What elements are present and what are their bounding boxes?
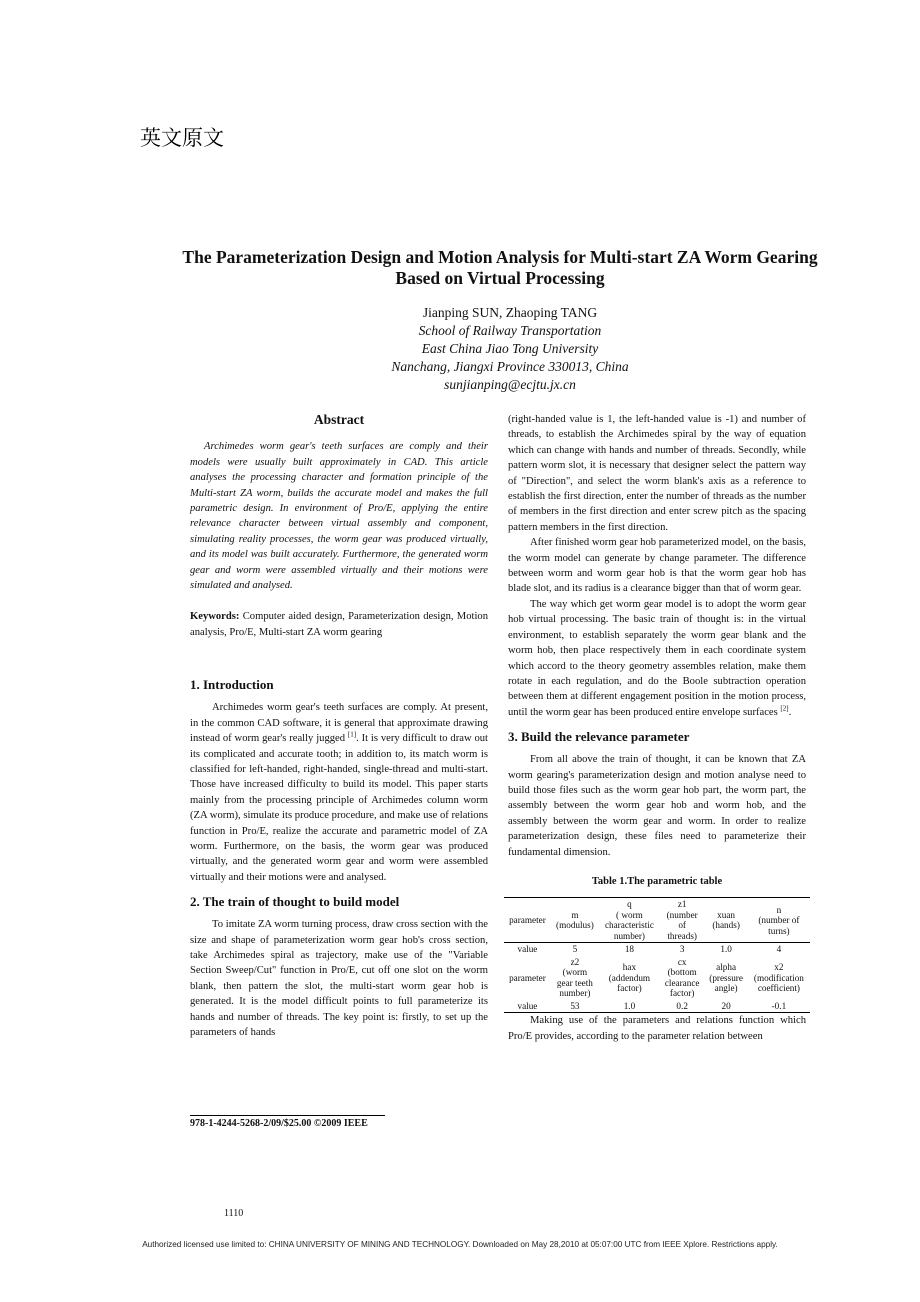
section-header: 英文原文 [140,126,224,150]
keywords-text: Computer aided design, Parameterization design, Motion analysis, Pro/E, Multi-start ZA worm gearing [190,611,488,638]
table-cell: 5 [572,944,578,955]
right-column [508,412,806,1044]
title-line-2: Based on Virtual Processing [395,268,605,288]
keywords [190,609,488,640]
table-cell: 18 [624,944,635,955]
affiliation-address: Nanchang, Jiangxi Province 330013, China [391,359,629,374]
train-paragraph-3 [508,597,806,720]
train-paragraph-1-cont: (right-handed value is 1, the left-handed value is -1) and number of threads, to establish the Archimedes spiral by the way of equation which can change with hands and number of threads. Secondly, while pattern worm slot, it is necessary that designer select the pattern way of "Direction", and select the worm blank's axis as a reference to establish the first direction, enter the number of threads as the number of members in the first direction and enter screw pitch as the spacing pattern members in the first direction. [508,414,806,533]
table-row [504,956,810,1000]
table-row [504,943,810,956]
table-cell: 53 [551,1000,599,1013]
author-email: sunjianping@ecjtu.jx.cn [444,377,576,392]
paper-title [170,247,830,289]
table-cell: q ( worm characteristic number) [599,898,660,943]
table-cell: parameter [509,972,546,983]
train-paragraph-2: After finished worm gear hob parameterized model, on the basis, the worm model can generate by change parameter. The difference between worm and worm gear hob is that the worm gear hob has blade slot, and its radius is a clearance bigger than that of worm gear. [508,537,806,595]
table-caption: Table 1.The parametric table [591,875,723,887]
train-heading: 2. The train of thought to build model [190,894,400,910]
abstract-heading: Abstract [313,412,365,427]
title-line-1: The Parameterization Design and Motion Analysis for Multi-start ZA Worm Gearing [182,247,818,267]
table-cell: 1.0 [720,944,732,955]
table-cell: n (number of turns) [748,898,810,943]
table-row [504,1000,810,1013]
train-paragraph-1: To imitate ZA worm turning process, draw cross section with the size and shape of parameterization worm gear hob's cross section, take Archimedes spiral as trajectory, make use of the "Variable Section Sweep/Cut" function in Pro/E, cut off one slot on the worm blank, then pattern the slot, the multi-start worm gear hob is generated. It is the model difficult points to full parameterize its hands and number of threads. The key point is: firstly, to set up the parameters of hands [190,919,488,1038]
table-cell: cx (bottom clearance factor) [664,956,700,999]
reference-2: [2] [780,704,789,713]
table-cell: 20 [704,1000,747,1013]
after-table-paragraph: Making use of the parameters and relations function which Pro/E provides, according to the parameter relation between [508,1015,806,1042]
train-text-b: . [788,706,792,718]
intro-text-b: . It is very difficult to draw out its complicated and accurate tooth; in addition to, its match worm is classified for left-handed, right-handed, single-thread and multi-start. Those have increased difficulty to build its model. This paper starts mainly from the processing principle of Archimedes column worm (ZA worm), simulate its produce procedure, and make use of relations function in Pro/E, realize the accurate and parametric model of ZA worm. Furthermore, on the basis, the worm gear was produced virtually, and the generated worm gear and worm were assembled virtually and their motions were and analysed. [190,733,489,883]
parametric-table [504,897,810,1013]
table-row [504,898,810,943]
table-cell: 4 [776,944,782,955]
train-text-a: The way which get worm gear model is to adopt the worm gear hob virtual processing. The basic train of thought is: in the virtual environment, to establish separately the worm gear blank and the worm hob, then place respectively them in each coordinate system which accord to the theory geometry assembles relation, make them rotate in each regulation, and do the Boole subtraction operation between them at different engagement position in the motion process, until the worm gear has been produced entire envelope surfaces [508,598,806,718]
reference-1: [1] [347,730,357,739]
table-cell: parameter [504,898,551,943]
intro-heading: 1. Introduction [190,677,274,693]
table-cell: hax (addendum factor) [608,962,651,994]
abstract-text: Archimedes worm gear's teeth surfaces are comply and their models were usually built approximately in CAD. This article analyses the processing character and formation principle of the Multi-start ZA worm, builds the accurate model and makes the full parametric design. In environment of Pro/E, applying the entire relevance character between virtual assembly and component, simulating reality processes, the worm gear was produced virtually, and its model was built accurately. Furthermore, the generated worm gear and worm were assembled virtually and their motions were simulated and analysed. [190,441,488,592]
intro-paragraph [190,700,488,885]
table-cell: 1.0 [599,1000,660,1013]
table-cell: x2 (modification coefficient) [753,962,804,994]
author-names: Jianping SUN, Zhaoping TANG [422,305,598,320]
author-block [300,304,720,394]
table-cell: 3 [679,944,685,955]
table-cell: z1 (number of threads) [660,898,705,943]
intro-text-a: Archimedes worm gear's teeth surfaces are comply. At present, in the common CAD software, it is general that approximate drawing instead of worm gear's really jugged [190,702,488,745]
doi-line: 978-1-4244-5268-2/09/$25.00 ©2009 IEEE [190,1115,385,1129]
affiliation-school: School of Railway Transportation [418,323,602,338]
table-cell: m (modulus) [551,898,599,943]
table-cell: alpha (pressure angle) [709,962,743,994]
table-cell: value [517,944,538,955]
table-cell: 0.2 [660,1000,705,1013]
table-cell: xuan (hands) [704,898,747,943]
affiliation-university: East China Jiao Tong University [421,341,599,356]
table-cell: value [504,1000,551,1013]
table-cell: -0.1 [748,1000,810,1013]
param-paragraph: From all above the train of thought, it can be known that ZA worm gearing's parameterization design and motion analyse need to build those files such as the worm gear hob part, the worm part, the assembly between the worm gear hob and worm hob, and the assembly between the worm gear and worm. In order to realize parameterization design, these files need to parameterize their fundamental dimension. [508,754,806,858]
keywords-label: Keywords: [190,611,240,623]
authorized-use-notice: Authorized licensed use limited to: CHINA UNIVERSITY OF MINING AND TECHNOLOGY. Downloaded on May 28,2010 at 05:07:00 UTC from IEEE Xplore. Restrictions apply. [142,1240,778,1249]
page-number: 1110 [224,1208,244,1219]
param-heading: 3. Build the relevance parameter [508,729,690,745]
table-cell: z2 (worm gear teeth number) [556,956,593,999]
left-column [190,412,488,1040]
